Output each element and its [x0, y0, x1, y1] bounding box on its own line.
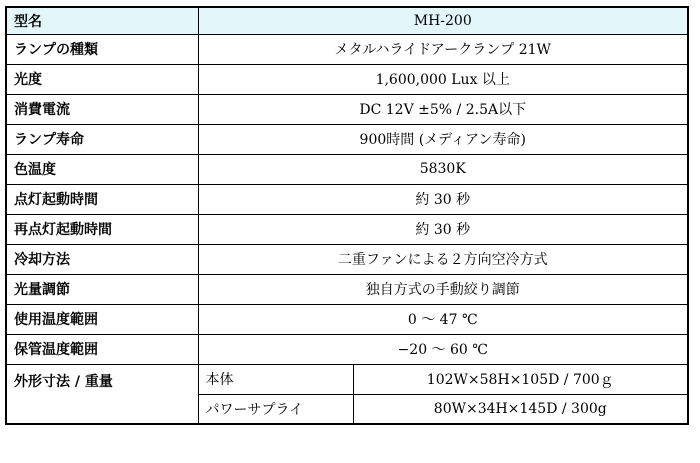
table-row: [6, 34, 688, 64]
table-row: [6, 244, 688, 274]
table-row: [6, 94, 688, 124]
row-value: メタルハライドアークランプ 21W: [198, 34, 688, 64]
table-row: [6, 274, 688, 304]
row-label: 冷却方法: [6, 244, 198, 274]
row-label: 再点灯起動時間: [6, 214, 198, 244]
table-row: [6, 184, 688, 214]
dimensions-sub-value: 102W×58H×105D / 700ｇ: [353, 364, 688, 394]
row-label: 消費電流: [6, 94, 198, 124]
row-label: 光度: [6, 64, 198, 94]
spec-table-container: [5, 6, 689, 425]
row-value: 900時間 (メディアン寿命): [198, 124, 688, 154]
row-value: 二重ファンによる２方向空冷方式: [198, 244, 688, 274]
row-label: ランプ寿命: [6, 124, 198, 154]
dimensions-sub-value: 80W×34H×145D / 300g: [353, 394, 688, 424]
header-label: 型名: [6, 7, 198, 34]
row-value: 約 30 秒: [198, 184, 688, 214]
dimensions-label: 外形寸法 / 重量: [6, 364, 198, 424]
dimensions-sub-label: 本体: [198, 364, 353, 394]
row-label: 保管温度範囲: [6, 334, 198, 364]
dimensions-sub-label: パワーサプライ: [198, 394, 353, 424]
row-value: 0 ～ 47 ℃: [198, 304, 688, 334]
table-row: [6, 334, 688, 364]
row-value: 1,600,000 Lux 以上: [198, 64, 688, 94]
row-value: 独自方式の手動絞り調節: [198, 274, 688, 304]
row-label: 使用温度範囲: [6, 304, 198, 334]
row-value: −20 ～ 60 ℃: [198, 334, 688, 364]
row-label: 光量調節: [6, 274, 198, 304]
table-row: [6, 214, 688, 244]
row-value: 5830K: [198, 154, 688, 184]
header-value: MH-200: [198, 7, 688, 34]
table-row: [6, 124, 688, 154]
table-row: [6, 64, 688, 94]
row-label: 色温度: [6, 154, 198, 184]
row-value: 約 30 秒: [198, 214, 688, 244]
table-row: [6, 304, 688, 334]
row-label: ランプの種類: [6, 34, 198, 64]
table-row-dimensions-body: [6, 364, 688, 394]
table-header-row: [6, 7, 688, 34]
row-value: DC 12V ±5% / 2.5A以下: [198, 94, 688, 124]
row-label: 点灯起動時間: [6, 184, 198, 214]
spec-table: [5, 6, 689, 425]
table-row: [6, 154, 688, 184]
